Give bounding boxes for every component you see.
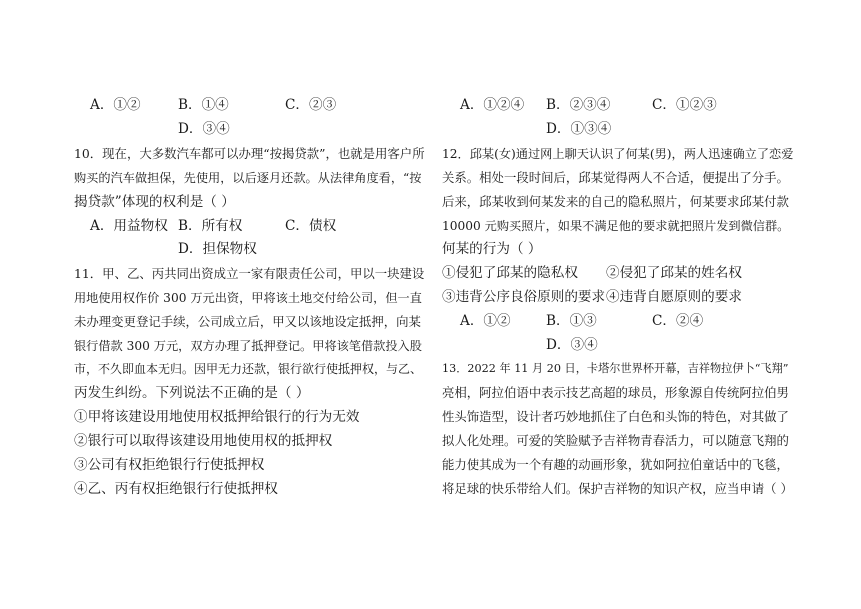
q11-statement-3: ③公司有权拒绝银行行使抵押权	[74, 457, 265, 473]
q11-line-3: 未办理变更登记手续，公司成立后，甲又以该地设定抵押，向某	[74, 314, 421, 329]
q13-line-6: 将足球的快乐带给人们。保护吉祥物的知识产权，应当申请（ ）	[442, 481, 793, 496]
q9-option-a: A．①②	[90, 97, 141, 113]
q10-option-b: B．所有权	[178, 218, 243, 234]
q12-statement-2: ②侵犯了邱某的姓名权	[606, 265, 742, 281]
q12-option-c: C．②④	[652, 313, 704, 329]
q9-option-d: D．③④	[178, 121, 230, 137]
q11-option-c: C．①②③	[652, 97, 717, 113]
q11-line-6: 丙发生纠纷。下列说法不正确的是（ ）	[74, 385, 310, 401]
q11-statement-2: ②银行可以取得该建设用地使用权的抵押权	[74, 433, 333, 449]
q11-option-a: A．①②④	[460, 97, 525, 113]
q12-statement-4: ④违背自愿原则的要求	[606, 289, 742, 305]
q11-line-4: 银行借款 300 万元，双方办理了抵押登记。甲将该笔借款投入股	[74, 339, 422, 353]
q9-option-c: C．②③	[285, 97, 337, 113]
q10-line-2: 购买的汽车做担保，先使用，以后逐月还款。从法律角度看，“按	[74, 171, 422, 185]
q10-option-a: A．用益物权	[90, 218, 168, 234]
q13-line-1: 13．2022 年 11 月 20 日，卡塔尔世界杯开幕，吉祥物拉伊卜“飞翔”	[442, 362, 789, 375]
q13-line-5: 能力使其成为一个有趣的动画形象，犹如阿拉伯童话中的飞毯，	[442, 457, 789, 472]
q10-option-d: D．担保物权	[178, 241, 257, 257]
q12-statement-3: ③违背公序良俗原则的要求	[442, 289, 606, 305]
q11-option-d: D．①③④	[546, 121, 612, 137]
q12-line-3: 后来，邱某收到何某发来的自己的隐私照片，何某要求邱某付款	[442, 194, 789, 209]
q10-option-c: C．债权	[285, 218, 337, 234]
q13-line-2: 亮相，阿拉伯语中表示技艺高超的球员，形象源自传统阿拉伯男	[442, 385, 789, 400]
q12-line-5: 何某的行为（ ）	[442, 241, 542, 257]
q12-option-a: A．①②	[460, 313, 511, 329]
q12-option-d: D．③④	[546, 337, 598, 353]
q11-line-2: 用地使用权作价 300 万元出资，甲将该土地交付给公司，但一直	[74, 291, 422, 305]
q10-line-1: 10．现在，大多数汽车都可以办理“按揭贷款”，也就是用客户所	[74, 146, 425, 161]
q11-line-1: 11．甲、乙、丙共同出资成立一家有限责任公司，甲以一块建设	[74, 266, 425, 281]
q11-statement-4: ④乙、丙有权拒绝银行行使抵押权	[74, 481, 278, 497]
q12-option-b: B．①③	[546, 313, 597, 329]
q12-line-2: 关系。相处一段时间后，邱某觉得两人不合适，便提出了分手。	[442, 170, 789, 185]
q10-line-3: 揭贷款”体现的权利是（ ）	[74, 194, 235, 210]
q12-line-1: 12．邱某(女)通过网上聊天认识了何某(男)，两人迅速确立了恋爱	[442, 147, 794, 161]
q12-statement-1: ①侵犯了邱某的隐私权	[442, 265, 578, 281]
q13-line-4: 拟人化处理。可爱的笑脸赋予吉祥物青春活力，可以随意飞翔的	[442, 433, 789, 448]
q9-option-b: B．①④	[178, 97, 229, 113]
q13-line-3: 性头饰造型，设计者巧妙地抓住了白色和头饰的特色，对其做了	[442, 409, 789, 424]
q12-line-4: 10000 元购买照片，如果不满足他的要求就把照片发到微信群。	[442, 219, 790, 233]
q11-statement-1: ①甲将该建设用地使用权抵押给银行的行为无效	[74, 409, 360, 425]
q11-line-5: 市，不久即血本无归。因甲无力还款，银行欲行使抵押权，与乙、	[74, 362, 423, 376]
q11-option-b: B．②③④	[546, 97, 611, 113]
